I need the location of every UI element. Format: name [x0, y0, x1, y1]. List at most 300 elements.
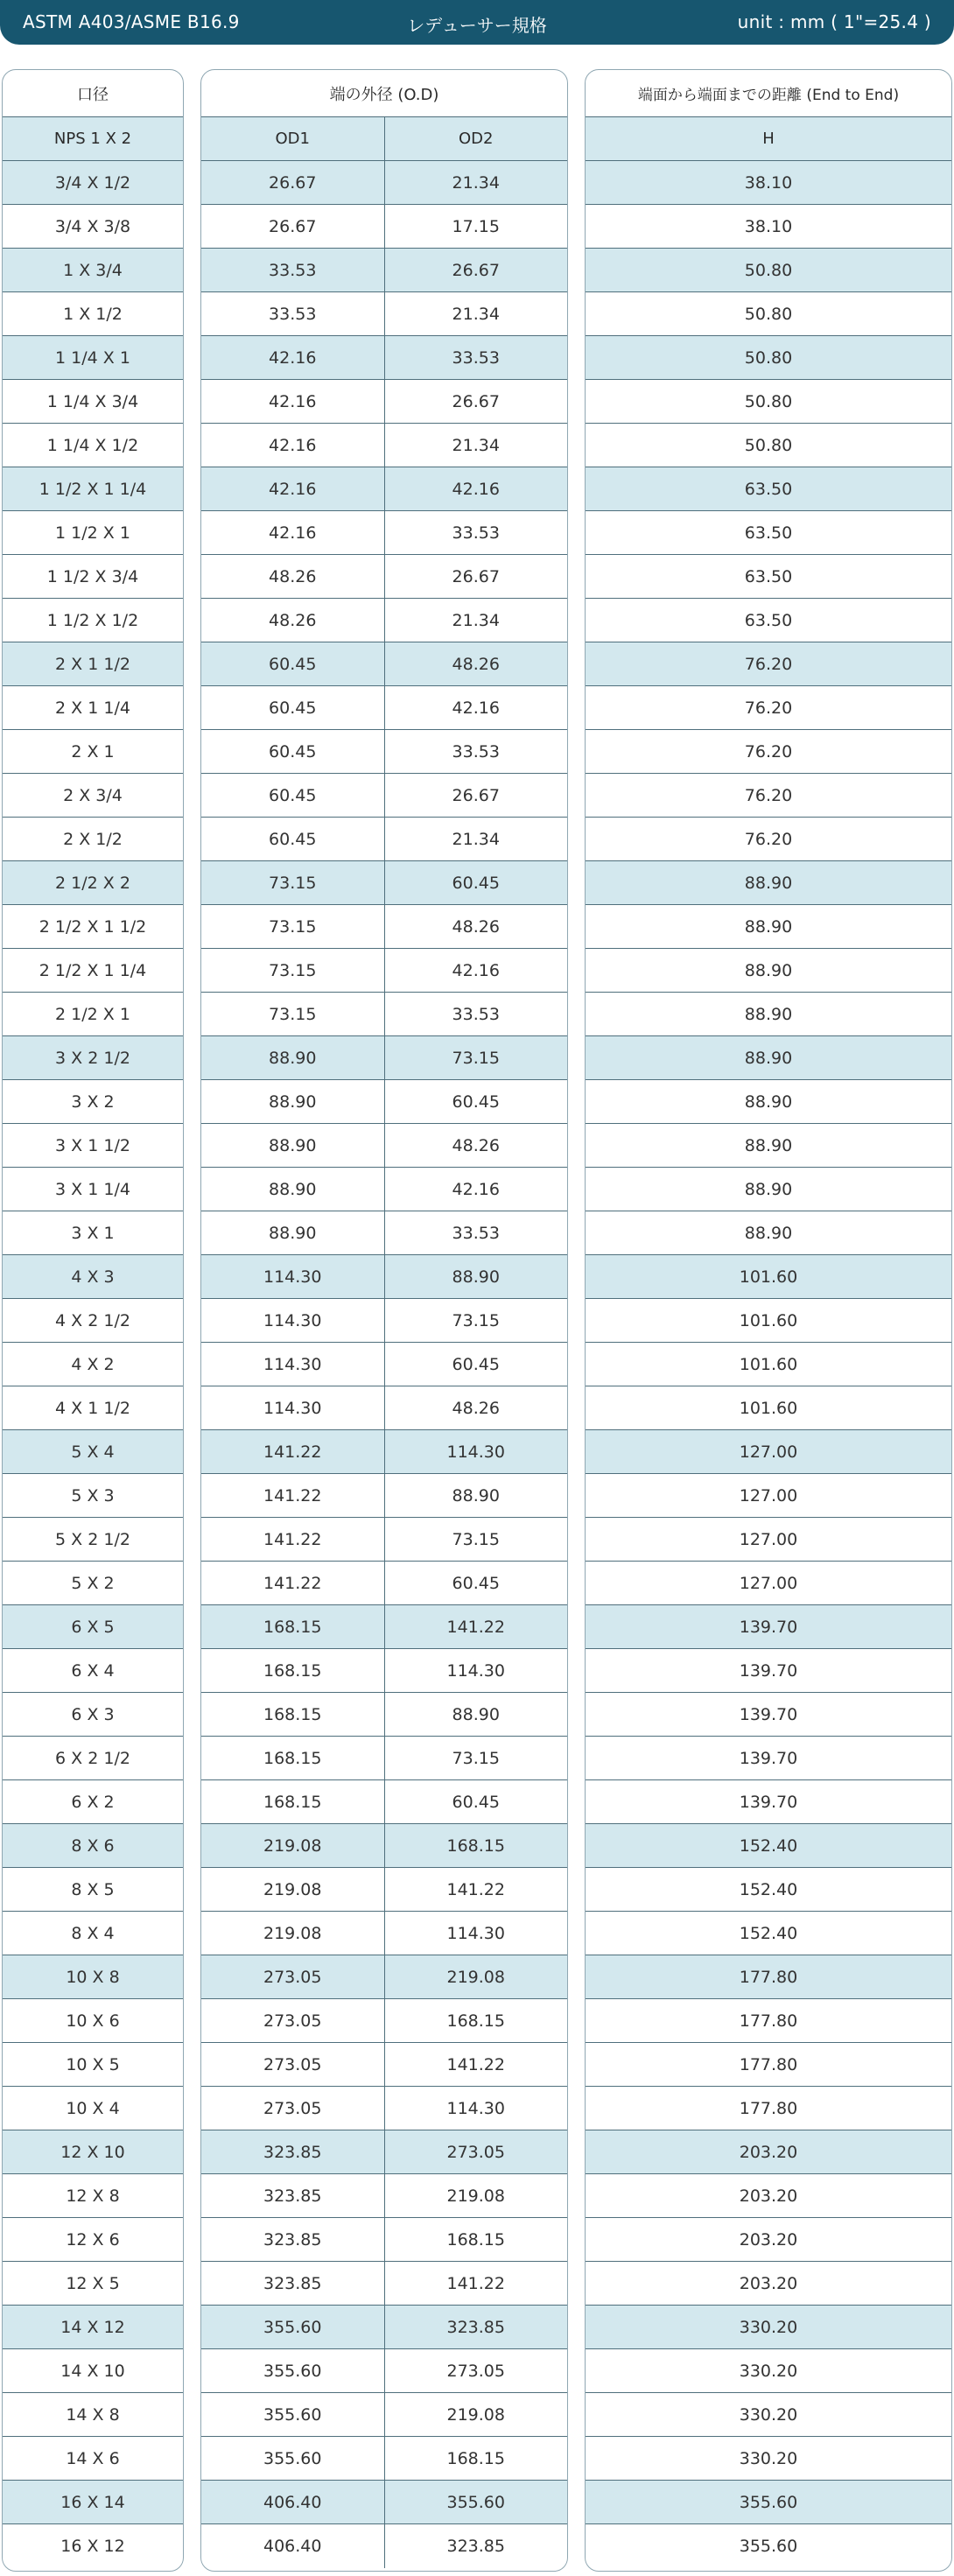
table-row [201, 1430, 567, 1474]
od2-cell: 21.34 [384, 599, 568, 642]
od-header-row [201, 70, 567, 117]
table-row [201, 949, 567, 993]
od2-cell: 60.45 [384, 1343, 568, 1386]
size-cell: 2 1/2 X 1 [55, 1004, 130, 1024]
table-row [201, 205, 567, 249]
table-row [201, 1605, 567, 1649]
h-cell: 177.80 [739, 2098, 798, 2118]
table-row [586, 1912, 951, 1955]
table-row [586, 993, 951, 1036]
table-row [201, 511, 567, 555]
od1-cell: 114.30 [263, 1267, 322, 1287]
table-row [3, 1693, 183, 1737]
od2-cell: 323.85 [384, 2524, 568, 2568]
table-row [3, 205, 183, 249]
table-row [586, 949, 951, 993]
table-row [3, 2218, 183, 2262]
table-row [3, 686, 183, 730]
table-row [3, 1299, 183, 1343]
table-row [586, 292, 951, 336]
h-cell: 88.90 [744, 1091, 793, 1112]
od1-cell: 168.15 [263, 1748, 322, 1768]
size-cell: 14 X 10 [60, 2361, 125, 2381]
h-cell: 76.20 [744, 698, 793, 718]
table-row [586, 1343, 951, 1386]
table-row [201, 2043, 567, 2087]
table-row [201, 2130, 567, 2174]
table-row [201, 1649, 567, 1693]
table-row [3, 511, 183, 555]
od1-cell: 355.60 [263, 2448, 322, 2468]
h-cell: 88.90 [744, 1135, 793, 1155]
table-row [201, 1562, 567, 1605]
table-row [3, 1562, 183, 1605]
od2-cell: 114.30 [384, 1649, 568, 1692]
table-row [3, 2437, 183, 2481]
table-row [201, 2437, 567, 2481]
table-row [3, 249, 183, 292]
table-row [3, 380, 183, 424]
table-row [586, 2087, 951, 2130]
table-row [201, 2262, 567, 2306]
h-cell: 139.70 [739, 1792, 798, 1812]
od1-cell: 273.05 [263, 1967, 322, 1987]
od1-cell: 141.22 [263, 1529, 322, 1549]
table-row [201, 1737, 567, 1780]
od1-cell: 88.90 [269, 1091, 317, 1112]
size-cell: 8 X 6 [71, 1835, 115, 1856]
table-row [586, 1386, 951, 1430]
table-row [3, 1124, 183, 1168]
table-row [201, 1080, 567, 1124]
table-row [3, 2130, 183, 2174]
size-cell: 4 X 2 1/2 [55, 1310, 130, 1330]
table-row [586, 1693, 951, 1737]
h-cell: 177.80 [739, 1967, 798, 1987]
table-row [201, 1168, 567, 1211]
table-row [586, 511, 951, 555]
od2-cell: 60.45 [384, 1562, 568, 1604]
od2-cell: 26.67 [384, 774, 568, 817]
od2-cell: 114.30 [384, 1912, 568, 1955]
od2-cell: 21.34 [384, 292, 568, 335]
size-cell: 6 X 2 1/2 [55, 1748, 130, 1768]
od2-cell: 219.08 [384, 2393, 568, 2436]
od1-cell: 355.60 [263, 2361, 322, 2381]
h-cell: 88.90 [744, 1223, 793, 1243]
size-cell: 3 X 1 1/2 [55, 1135, 130, 1155]
table-row [201, 1955, 567, 1999]
od1-cell: 48.26 [269, 566, 317, 586]
table-row [586, 1430, 951, 1474]
h-cell: 88.90 [744, 1048, 793, 1068]
size-cell: 16 X 14 [60, 2492, 125, 2512]
h-cell: 330.20 [739, 2361, 798, 2381]
od2-header: OD2 [384, 117, 568, 160]
size-cell: 4 X 2 [71, 1354, 115, 1374]
od2-cell: 33.53 [384, 511, 568, 554]
table-row [201, 686, 567, 730]
table-row [3, 1999, 183, 2043]
h-cell: 63.50 [744, 610, 793, 630]
table-row [3, 2043, 183, 2087]
size-cell: 14 X 8 [66, 2404, 120, 2425]
size-cell: 5 X 2 1/2 [55, 1529, 130, 1549]
od1-cell: 60.45 [269, 698, 317, 718]
od1-cell: 73.15 [269, 1004, 317, 1024]
table-row [201, 993, 567, 1036]
od1-cell: 323.85 [263, 2186, 322, 2206]
od2-cell: 355.60 [384, 2481, 568, 2523]
od2-cell: 48.26 [384, 1386, 568, 1429]
od2-cell: 60.45 [384, 1080, 568, 1123]
table-row [201, 861, 567, 905]
table-row [586, 467, 951, 511]
table-row [3, 905, 183, 949]
od1-cell: 26.67 [269, 172, 317, 193]
table-row [586, 2218, 951, 2262]
table-row [586, 1955, 951, 1999]
od2-cell: 33.53 [384, 336, 568, 379]
od1-cell: 273.05 [263, 2054, 322, 2074]
table-row [201, 2087, 567, 2130]
table-row [3, 642, 183, 686]
h-header: 端面から端面までの距離 (End to End) [637, 87, 900, 104]
h-cell: 330.20 [739, 2317, 798, 2337]
od2-cell: 88.90 [384, 1255, 568, 1298]
table-row [201, 774, 567, 818]
od-column-panel [200, 69, 568, 2572]
size-cell: 1 X 1/2 [63, 304, 123, 324]
size-cell: 1 1/2 X 1 [55, 523, 130, 543]
table-row [586, 1824, 951, 1868]
table-row [586, 730, 951, 774]
h-cell: 152.40 [739, 1923, 798, 1943]
table-row [586, 1168, 951, 1211]
od1-cell: 355.60 [263, 2404, 322, 2425]
table-row [586, 2393, 951, 2437]
h-cell: 203.20 [739, 2229, 798, 2250]
h-cell: 76.20 [744, 654, 793, 674]
title-bar [0, 0, 954, 45]
h-cell: 50.80 [744, 304, 793, 324]
size-cell: 6 X 5 [71, 1617, 115, 1637]
table-row [586, 774, 951, 818]
table-row [3, 1955, 183, 1999]
table-row [586, 2481, 951, 2524]
table-row [201, 1780, 567, 1824]
table-row [3, 2524, 183, 2568]
size-cell: 4 X 1 1/2 [55, 1398, 130, 1418]
table-row [3, 1080, 183, 1124]
table-row [3, 1868, 183, 1912]
table-row [3, 949, 183, 993]
table-row [586, 1780, 951, 1824]
od1-cell: 88.90 [269, 1048, 317, 1068]
table-row [201, 2481, 567, 2524]
table-row [586, 905, 951, 949]
od2-cell: 48.26 [384, 905, 568, 948]
size-subheader-row [3, 117, 183, 161]
h-cell: 38.10 [744, 172, 793, 193]
h-cell: 63.50 [744, 523, 793, 543]
table-row [201, 642, 567, 686]
od2-cell: 114.30 [384, 1430, 568, 1473]
size-cell: 6 X 4 [71, 1660, 115, 1681]
h-cell: 139.70 [739, 1660, 798, 1681]
table-row [201, 1474, 567, 1518]
od2-cell: 21.34 [384, 424, 568, 467]
od1-cell: 273.05 [263, 2098, 322, 2118]
od1-cell: 73.15 [269, 960, 317, 980]
table-row [201, 818, 567, 861]
od2-cell: 60.45 [384, 861, 568, 904]
table-row [3, 1343, 183, 1386]
unit-label: unit : mm ( 1"=25.4 ) [737, 11, 931, 32]
h-cell: 127.00 [739, 1485, 798, 1506]
table-row [201, 1343, 567, 1386]
size-cell: 12 X 10 [60, 2142, 125, 2162]
h-cell: 127.00 [739, 1442, 798, 1462]
size-cell: 1 1/4 X 1 [55, 347, 130, 368]
h-cell: 330.20 [739, 2448, 798, 2468]
od1-cell: 355.60 [263, 2317, 322, 2337]
table-row [3, 1649, 183, 1693]
table-row [586, 1299, 951, 1343]
table-row [3, 1168, 183, 1211]
od1-cell: 73.15 [269, 916, 317, 937]
table-row [201, 1693, 567, 1737]
table-row [3, 292, 183, 336]
od2-cell: 42.16 [384, 467, 568, 510]
od-column-body [201, 161, 567, 2568]
size-cell: 2 X 3/4 [63, 785, 123, 805]
h-column-body [586, 161, 951, 2568]
table-row [586, 2174, 951, 2218]
od1-cell: 42.16 [269, 435, 317, 455]
size-cell: 3 X 2 [71, 1091, 115, 1112]
h-cell: 101.60 [739, 1310, 798, 1330]
h-cell: 203.20 [739, 2186, 798, 2206]
h-cell: 101.60 [739, 1398, 798, 1418]
table-row [586, 205, 951, 249]
h-column-panel [585, 69, 952, 2572]
size-cell: 1 X 3/4 [63, 260, 123, 280]
h-subheader-row [586, 117, 951, 161]
table-row [3, 1518, 183, 1562]
table-row [586, 336, 951, 380]
od1-cell: 42.16 [269, 479, 317, 499]
size-cell: 2 1/2 X 1 1/2 [39, 916, 147, 937]
size-cell: 16 X 12 [60, 2537, 125, 2556]
h-cell: 76.20 [744, 829, 793, 849]
od2-cell: 73.15 [384, 1518, 568, 1561]
table-row [201, 2174, 567, 2218]
h-cell: 177.80 [739, 2054, 798, 2074]
size-cell: 2 1/2 X 2 [55, 873, 130, 893]
od1-cell: 88.90 [269, 1179, 317, 1199]
table-row [586, 249, 951, 292]
table-row [586, 1649, 951, 1693]
size-cell: 5 X 2 [71, 1573, 115, 1593]
h-cell: 76.20 [744, 785, 793, 805]
od1-cell: 48.26 [269, 610, 317, 630]
h-cell: 177.80 [739, 2011, 798, 2031]
od2-cell: 73.15 [384, 1036, 568, 1079]
h-cell: 101.60 [739, 1354, 798, 1374]
size-cell: 8 X 5 [71, 1879, 115, 1899]
h-cell: 76.20 [744, 741, 793, 762]
size-cell: 12 X 6 [66, 2229, 120, 2250]
od2-cell: 21.34 [384, 818, 568, 860]
size-cell: 2 X 1 1/2 [55, 654, 130, 674]
table-row [3, 2393, 183, 2437]
table-row [3, 861, 183, 905]
od2-cell: 42.16 [384, 949, 568, 992]
table-row [201, 1124, 567, 1168]
od2-cell: 273.05 [384, 2130, 568, 2173]
table-row [3, 1386, 183, 1430]
table-row [201, 336, 567, 380]
h-cell: 127.00 [739, 1573, 798, 1593]
table-row [201, 2393, 567, 2437]
size-cell: 10 X 4 [66, 2098, 120, 2118]
od1-cell: 219.08 [263, 1879, 322, 1899]
od1-cell: 42.16 [269, 523, 317, 543]
od2-cell: 48.26 [384, 642, 568, 685]
od2-cell: 33.53 [384, 993, 568, 1035]
table-row [586, 818, 951, 861]
od2-cell: 219.08 [384, 2174, 568, 2217]
size-cell: 1 1/4 X 1/2 [46, 435, 139, 455]
h-cell: 139.70 [739, 1704, 798, 1724]
table-row [201, 2306, 567, 2349]
table-row [3, 1430, 183, 1474]
size-cell: 10 X 6 [66, 2011, 120, 2031]
table-row [3, 1912, 183, 1955]
od1-cell: 141.22 [263, 1442, 322, 1462]
table-row [3, 1211, 183, 1255]
od2-cell: 168.15 [384, 2218, 568, 2261]
table-row [201, 1036, 567, 1080]
table-row [586, 642, 951, 686]
table-row [586, 686, 951, 730]
od2-cell: 21.34 [384, 161, 568, 204]
table-row [3, 1036, 183, 1080]
h-cell: 152.40 [739, 1835, 798, 1856]
od1-cell: 168.15 [263, 1704, 322, 1724]
table-row [3, 2481, 183, 2524]
table-row [586, 380, 951, 424]
h-subheader: H [762, 130, 775, 148]
table-row [586, 2349, 951, 2393]
od2-cell: 73.15 [384, 1737, 568, 1779]
od1-cell: 33.53 [269, 260, 317, 280]
od2-cell: 33.53 [384, 1211, 568, 1254]
table-row [586, 1518, 951, 1562]
h-cell: 88.90 [744, 873, 793, 893]
table-row [586, 2043, 951, 2087]
table-row [201, 292, 567, 336]
table-row [586, 861, 951, 905]
od2-cell: 42.16 [384, 1168, 568, 1211]
table-row [586, 1036, 951, 1080]
table-row [3, 1824, 183, 1868]
od2-cell: 141.22 [384, 1605, 568, 1648]
table-row [3, 2087, 183, 2130]
od-header: 端の外径 (O.D) [329, 85, 439, 104]
od1-cell: 219.08 [263, 1923, 322, 1943]
table-row [586, 2524, 951, 2568]
od2-cell: 141.22 [384, 1868, 568, 1911]
h-cell: 101.60 [739, 1267, 798, 1287]
table-row [3, 555, 183, 599]
table-row [586, 424, 951, 467]
od2-cell: 88.90 [384, 1693, 568, 1736]
size-cell: 2 X 1 1/4 [55, 698, 130, 718]
table-row [3, 2262, 183, 2306]
table-row [586, 1737, 951, 1780]
table-row [3, 818, 183, 861]
od2-cell: 219.08 [384, 1955, 568, 1998]
od2-cell: 141.22 [384, 2043, 568, 2086]
od2-cell: 42.16 [384, 686, 568, 729]
od1-cell: 60.45 [269, 654, 317, 674]
table-row [586, 555, 951, 599]
od2-cell: 168.15 [384, 2437, 568, 2480]
od1-cell: 323.85 [263, 2229, 322, 2250]
h-cell: 139.70 [739, 1748, 798, 1768]
size-cell: 1 1/2 X 3/4 [46, 566, 139, 586]
od1-cell: 88.90 [269, 1135, 317, 1155]
table-row [3, 1737, 183, 1780]
table-row [3, 599, 183, 642]
table-row [201, 424, 567, 467]
od1-cell: 323.85 [263, 2273, 322, 2293]
table-row [3, 424, 183, 467]
table-row [3, 1474, 183, 1518]
table-row [201, 249, 567, 292]
table-row [201, 1912, 567, 1955]
table-row [201, 599, 567, 642]
table-row [3, 1605, 183, 1649]
size-cell: 2 X 1/2 [63, 829, 123, 849]
size-cell: 10 X 5 [66, 2054, 120, 2074]
size-subheader: NPS 1 X 2 [53, 130, 132, 148]
h-cell: 355.60 [739, 2537, 798, 2556]
od1-cell: 141.22 [263, 1485, 322, 1506]
h-cell: 355.60 [739, 2492, 798, 2512]
size-cell: 1 1/2 X 1 1/4 [39, 479, 147, 499]
h-header-row [586, 70, 951, 117]
od2-cell: 33.53 [384, 730, 568, 773]
table-row [3, 774, 183, 818]
od1-cell: 73.15 [269, 873, 317, 893]
size-cell: 5 X 4 [71, 1442, 115, 1462]
od1-cell: 406.40 [263, 2492, 322, 2512]
h-cell: 38.10 [744, 216, 793, 236]
od1-cell: 114.30 [263, 1354, 322, 1374]
od1-cell: 60.45 [269, 741, 317, 762]
table-row [586, 1124, 951, 1168]
table-row [201, 730, 567, 774]
h-cell: 88.90 [744, 960, 793, 980]
table-row [3, 1780, 183, 1824]
size-cell: 2 X 1 [71, 741, 115, 762]
size-cell: 8 X 4 [71, 1923, 115, 1943]
table-row [3, 993, 183, 1036]
h-cell: 139.70 [739, 1617, 798, 1637]
